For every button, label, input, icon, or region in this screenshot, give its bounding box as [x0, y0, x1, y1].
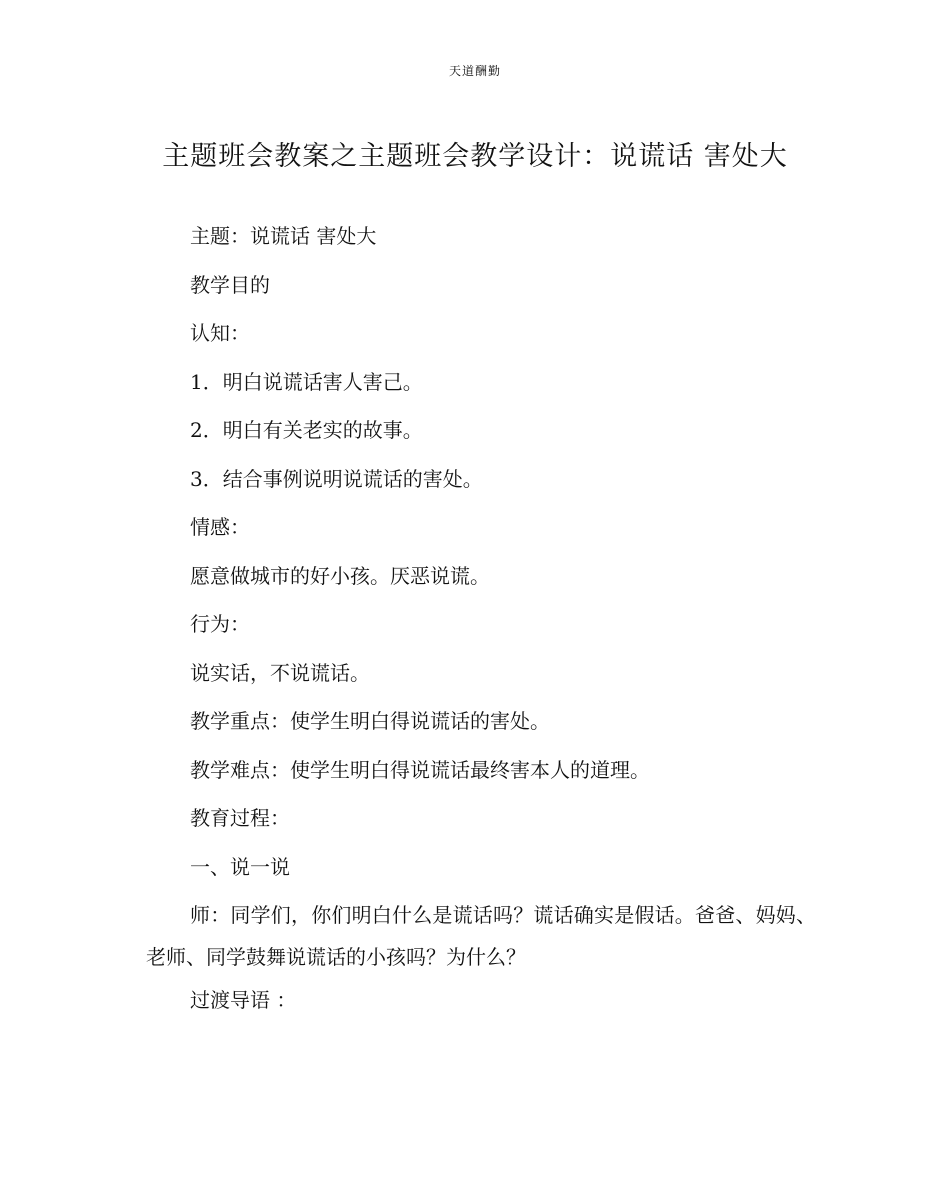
paragraph-teaching-goals: 教学目的	[190, 272, 270, 297]
document-title: 主题班会教案之主题班会教学设计：说谎话 害处大	[162, 141, 788, 172]
paragraph-item-1: 1．明白说谎话害人害己。	[190, 369, 423, 394]
paragraph-emotion-text: 愿意做城市的好小孩。厌恶说谎。	[190, 563, 490, 588]
paragraph-behavior: 行为：	[190, 612, 250, 636]
paragraph-theme: 主题：说谎话 害处大	[190, 224, 377, 248]
paragraph-behavior-text: 说实话，不说谎话。	[190, 660, 370, 685]
paragraph-item-2: 2．明白有关老实的故事。	[190, 418, 423, 442]
paragraph-transition: 过渡导语 ：	[190, 988, 297, 1012]
document-body	[146, 220, 816, 1033]
paragraph-key-point: 教学重点：使学生明白得说谎话的害处。	[190, 709, 550, 733]
page-header: 天道酬勤	[448, 64, 501, 78]
paragraph-teacher-question: 师：同学们，你们明白什么是谎话吗？谎话确实是假话。爸爸、妈妈、老师、同学鼓舞说谎话的小孩吗？为什么？	[146, 903, 816, 969]
paragraph-section-1: 一、说一说	[190, 854, 290, 879]
paragraph-cognition: 认知：	[190, 321, 250, 345]
paragraph-process: 教育过程：	[190, 806, 290, 830]
paragraph-item-3: 3．结合事例说明说谎话的害处。	[190, 466, 483, 491]
paragraph-emotion: 情感：	[190, 515, 250, 539]
paragraph-difficulty: 教学难点：使学生明白得说谎话最终害本人的道理。	[190, 757, 650, 782]
